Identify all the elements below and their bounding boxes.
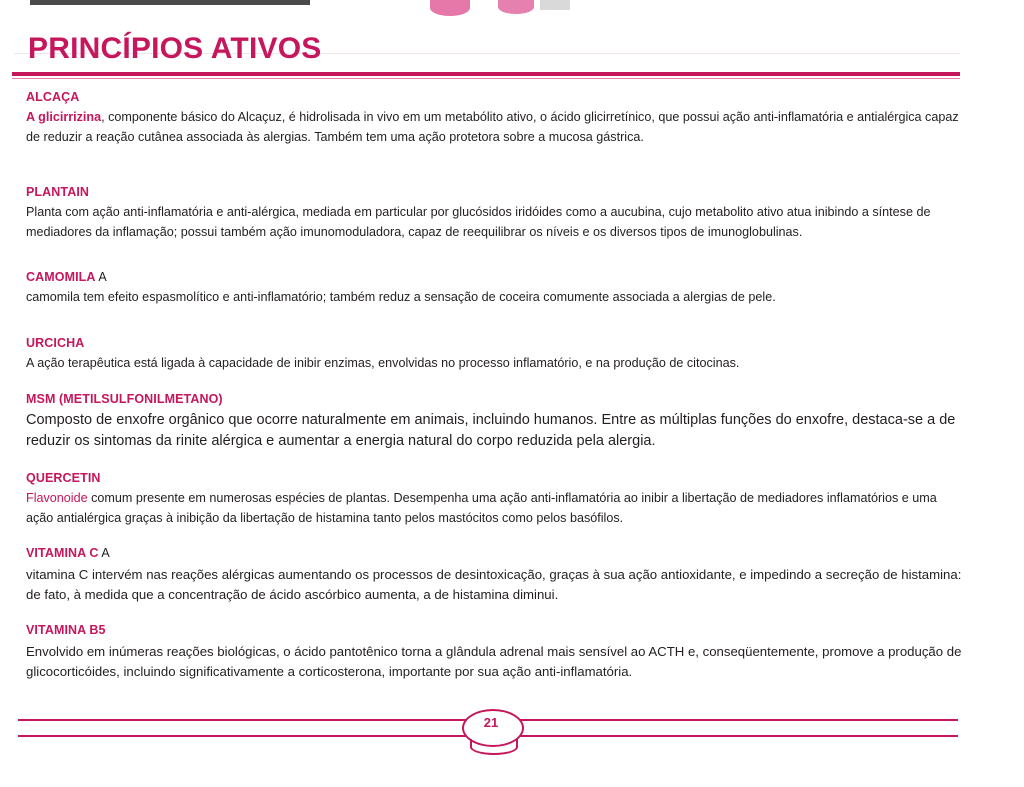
section-heading bbox=[26, 268, 966, 286]
section-body-text: Planta com ação anti-inflamatória e anti-alérgica, mediada em particular por glucósidos iridóides como a aucubina, cujo metabolito ativo atua inibindo a síntese de mediadores da inflamação; possui também ação imunomoduladora, capaz de reequilibrar os níveis e os diversos tipos de imunoglobulinas. bbox=[26, 205, 931, 239]
page-header bbox=[0, 22, 1024, 84]
section-plantain bbox=[26, 183, 966, 242]
section-body-text: vitamina C intervém nas reações alérgicas aumentando os processos de desintoxicação, graças à sua ação antioxidante, e impedindo a secreção de histamina: de fato, à medida que a concentração de ácido ascórbico aumenta, a de histamina diminui. bbox=[26, 566, 962, 602]
section-heading: ALCAÇA bbox=[26, 90, 80, 104]
section-body-text: comum presente em numerosas espécies de plantas. Desempenha uma ação anti-inflamatória ao inibir a libertação de mediadores inflamatórios e uma ação antialérgica graças à inibição da libertação de histamina tanto pelos mastócitos como pelos basófilos. bbox=[26, 491, 937, 525]
section-heading: PLANTAIN bbox=[26, 185, 90, 200]
header-divider-thin bbox=[12, 78, 960, 79]
section-body bbox=[26, 288, 966, 308]
section-body bbox=[26, 108, 966, 147]
page-footer bbox=[0, 711, 1024, 761]
section-camomila bbox=[26, 268, 966, 308]
scan-artifact-blob bbox=[498, 0, 534, 14]
section-heading-text: CAMOMILA bbox=[26, 270, 96, 285]
section-heading bbox=[26, 544, 966, 562]
section-body-text: Envolvido em inúmeras reações biológicas, o ácido pantotênico torna a glândula adrenal mais sensível ao ACTH e, conseqüentemente, promove a produção de glicocorticóides, incluindo significativamente a corticosterona, importante por sua ação anti-inflamatória. bbox=[26, 643, 962, 679]
section-body bbox=[26, 565, 966, 606]
section-body-text: camomila tem efeito espasmolítico e anti-inflamatório; também reduz a sensação de coceira comumente associada a alergias de pele. bbox=[26, 290, 776, 305]
section-body bbox=[26, 642, 966, 683]
section-lead: Flavonoide bbox=[26, 491, 88, 506]
page-title: PRINCÍPIOS ATIVOS bbox=[28, 32, 322, 65]
section-body-text: , componente básico do Alcaçuz, é hidrolisada in vivo em um metabólito ativo, o ácido glicirretínico, que possui ação anti-inflamatória e antialérgica capaz de reduzir a reação cutânea associada às alergias. Também tem uma ação protetora sobre a mucosa gástrica. bbox=[26, 110, 959, 144]
section-alcaca bbox=[26, 88, 966, 147]
section-heading: VITAMINA B5 bbox=[26, 623, 106, 638]
section-body bbox=[26, 354, 966, 374]
section-heading-text: VITAMINA C bbox=[26, 546, 99, 561]
section-heading: URCICHA bbox=[26, 335, 85, 350]
section-body-text: Composto de enxofre orgânico que ocorre naturalmente em animais, incluindo humanos. Entre as múltiplas funções do enxofre, destaca-se a de reduzir os sintomas da rinite alérgica e aumentar a energia natural do corpo reduzida pela alergia. bbox=[26, 411, 956, 450]
page-number-badge-tail bbox=[470, 739, 518, 755]
header-divider-thick bbox=[12, 72, 960, 76]
scan-artifact-blob bbox=[430, 0, 470, 16]
section-heading-tail: A bbox=[95, 270, 107, 285]
section-body bbox=[26, 489, 966, 528]
scan-artifact-bar bbox=[30, 0, 310, 5]
section-heading: MSM (METILSULFONILMETANO) bbox=[26, 391, 223, 406]
section-vitamina-b5 bbox=[26, 621, 966, 682]
section-heading-tail: A bbox=[98, 546, 110, 561]
section-msm bbox=[26, 390, 966, 454]
page-number: 21 bbox=[483, 715, 499, 730]
section-body bbox=[26, 203, 966, 242]
section-body-text: A ação terapêutica está ligada à capacidade de inibir enzimas, envolvidas no processo inflamatório, e na produção de citocinas. bbox=[26, 356, 740, 371]
section-body bbox=[26, 410, 966, 454]
section-quercetin bbox=[26, 469, 966, 528]
section-lead: A glicirrizina bbox=[26, 110, 102, 125]
scan-artifact-gray bbox=[540, 0, 570, 10]
section-heading: QUERCETIN bbox=[26, 471, 101, 486]
page-content bbox=[26, 88, 966, 688]
section-urcicha bbox=[26, 334, 966, 374]
section-vitamina-c bbox=[26, 544, 966, 605]
